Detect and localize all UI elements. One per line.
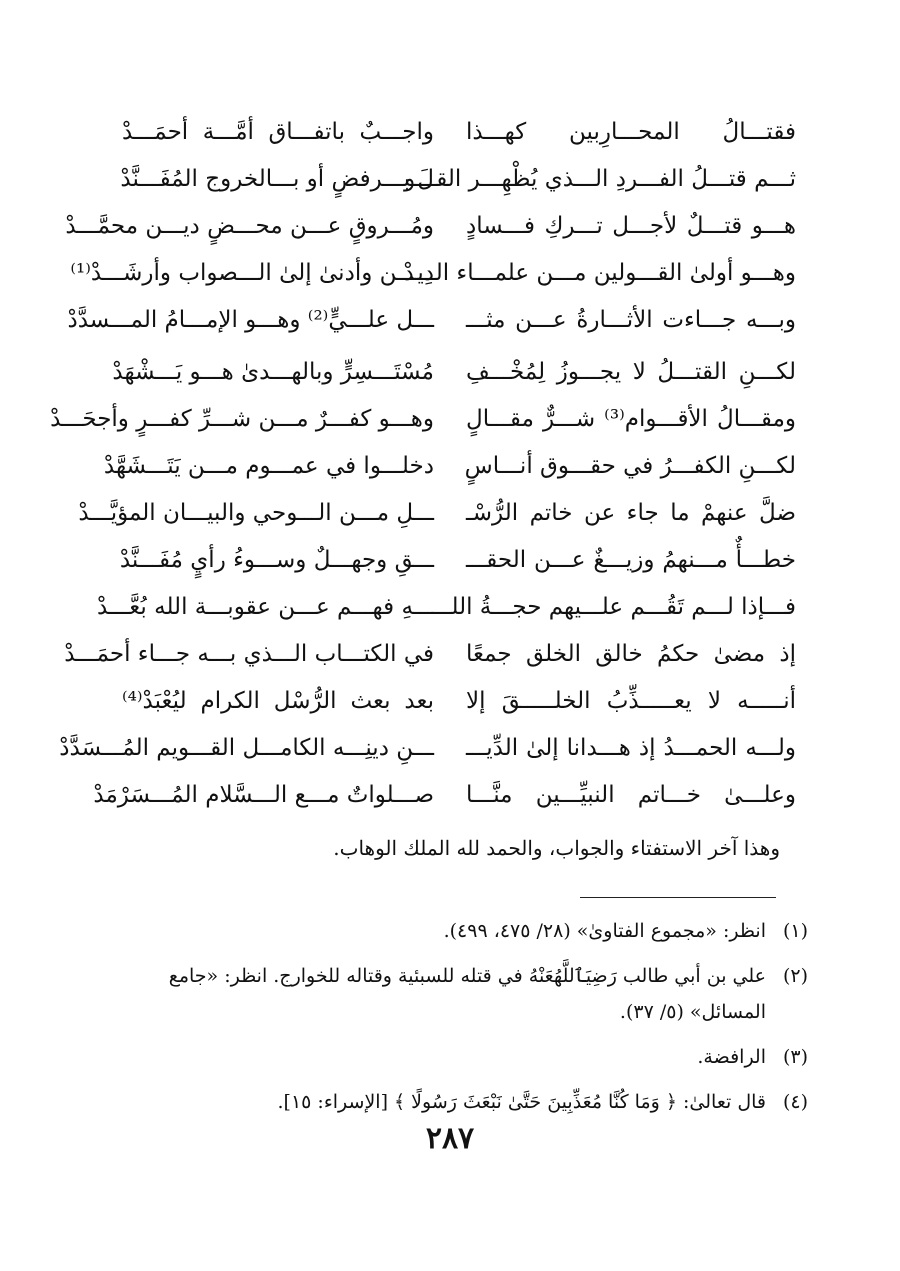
second-hemistich: ومُـــروقٍ عـــن محـــضٍ ديـــن محمَّـــدْ — [65, 213, 434, 239]
page-number: ٢٨٧ — [425, 1121, 475, 1156]
verse-line — [0, 678, 900, 725]
footnote — [108, 1039, 808, 1075]
first-hemistich: لكـــنِ الكفـــرُ في حقـــوق أنـــاسٍ — [464, 453, 796, 479]
verse-line — [0, 443, 900, 490]
first-hemistich: هـــو قتـــلٌ لأجـــل تـــركِ فـــسادٍ — [466, 213, 796, 239]
footnote — [108, 958, 808, 1030]
verse-line — [0, 631, 900, 678]
second-hemistich: ـــقِ وجهـــلٌ وســـوءُ رأيٍ مُفَـــنَّدْ — [119, 547, 434, 573]
second-hemistich: ـــهِ فهـــم عـــن عقوبـــة الله بُعَّـــدْ — [97, 594, 434, 620]
second-hemistich: دخلـــوا في عمـــوم مـــن يَتَـــشَهَّدْ — [103, 453, 434, 479]
first-hemistich: إذ مضىٰ حكمُ خالق الخلق جمعًا — [466, 641, 796, 667]
second-hemistich: ـــل علـــيٍّ⁽²⁾ وهـــو الإمـــامُ المـــسدَّدْ — [67, 307, 434, 333]
verse-line — [0, 584, 900, 631]
first-hemistich: ضلَّ عنهمْ ما جاء عن خاتم الرُّسْـ — [466, 500, 796, 526]
footnote-text: الرافضة. — [697, 1046, 766, 1068]
second-hemistich: ـــنِ دينِـــه الكامـــل القـــويم المُـــسَدَّدْ — [59, 735, 434, 761]
verse-line — [0, 109, 900, 156]
verse-line — [0, 772, 900, 819]
first-hemistich: أنـــــه لا يعـــــذِّبُ الخلـــــقَ إلا — [466, 688, 796, 714]
poem-stanza-2 — [0, 349, 900, 819]
first-hemistich: وبـــه جـــاءت الأثـــارةُ عـــن مثـــ — [466, 307, 796, 333]
first-hemistich: فـــإذا لـــم تَقُـــم علـــيهم حجـــةُ اللـــ — [431, 594, 796, 620]
first-hemistich: وهـــو أولىٰ القـــولين مـــن علمـــاء الـــدْ — [403, 260, 796, 286]
second-hemistich: صـــلواتٌ مـــع الـــسَّلام المُـــسَرْمَدْ — [93, 782, 434, 808]
second-hemistich: مُسْتَـــسِرٍّ وبالهـــدىٰ هـــو يَـــشْهَدْ — [112, 359, 434, 385]
verse-line — [0, 297, 900, 344]
verse-line — [0, 725, 900, 772]
footnote-number: (٤) — [782, 1091, 808, 1113]
first-hemistich: ولـــه الحمـــدُ إذ هـــدانا إلىٰ الدِّيـــ — [466, 735, 796, 761]
verse-line — [0, 203, 900, 250]
second-hemistich: واجـــبٌ باتفـــاق أمَّـــة أحمَـــدْ — [122, 119, 434, 145]
verse-line — [0, 156, 900, 203]
footnote-number: (١) — [782, 920, 808, 942]
verse-line — [0, 490, 900, 537]
footnote-separator — [580, 897, 776, 898]
footnote — [108, 913, 808, 949]
verse-line — [0, 537, 900, 584]
verse-line — [0, 396, 900, 443]
second-hemistich: بعد بعث الرُّسْل الكرام ليُعْبَدْ⁽⁴⁾ — [122, 688, 434, 714]
footnote — [108, 1084, 808, 1120]
footnote-text: علي بن أبي طالب رَضِيَٱللَّهُعَنْهُ في قتله للسبئية وقتاله للخوارج. انظر: «جامع المسائل» (٥/ ٣٧). — [168, 965, 766, 1023]
footnote-number: (٢) — [782, 965, 808, 987]
footnotes — [108, 913, 808, 1129]
poem-stanza-1 — [0, 109, 900, 344]
footnote-text: قال تعالىٰ: ﴿ وَمَا كُنَّا مُعَذِّبِينَ حَتَّىٰ نَبْعَثَ رَسُولًا ﴾ [الإسراء: ١٥]. — [277, 1091, 766, 1113]
second-hemistich: وهـــو كفـــرٌ مـــن شـــرِّ كفـــرٍ وأجحَـــدْ — [50, 406, 434, 432]
first-hemistich: وعلـــىٰ خـــاتم النبيِّـــين منَّـــا — [466, 782, 796, 808]
first-hemistich: ثـــم قتـــلُ الفـــردِ الـــذي يُظْهِـــر القـــو — [404, 166, 796, 192]
second-hemistich: ـــلِ مـــن الـــوحي والبيـــان المؤيَّـــدْ — [78, 500, 434, 526]
verse-line — [0, 250, 900, 297]
closing-paragraph: وهذا آخر الاستفتاء والجواب، والحمد لله الملك الوهاب. — [333, 836, 780, 860]
first-hemistich: لكـــنِ القتـــلُ لا يجـــوزُ لِمُخْـــفِ — [466, 359, 796, 385]
footnote-text: انظر: «مجموع الفتاوىٰ» (٢٨/ ٤٧٥، ٤٩٩). — [443, 920, 766, 942]
first-hemistich: ومقـــالُ الأقـــوام⁽³⁾ شـــرٌّ مقـــالٍ — [466, 406, 796, 432]
second-hemistich: لَ بـــرفضٍ أو بـــالخروج المُفَـــنَّدْ — [120, 166, 434, 192]
first-hemistich: فقتـــالُ المحـــارِبين كهـــذا — [466, 119, 796, 145]
verse-line — [0, 349, 900, 396]
second-hemistich: في الكتـــاب الـــذي بـــه جـــاء أحمَـــدْ — [64, 641, 434, 667]
footnote-number: (٣) — [782, 1046, 808, 1068]
second-hemistich: دِيـــن وأدنىٰ إلىٰ الـــصواب وأرشَـــدْ⁽¹⁾ — [70, 260, 434, 286]
first-hemistich: خطـــأٌ مـــنهمُ وزيـــغٌ عـــن الحقـــ — [466, 547, 796, 573]
